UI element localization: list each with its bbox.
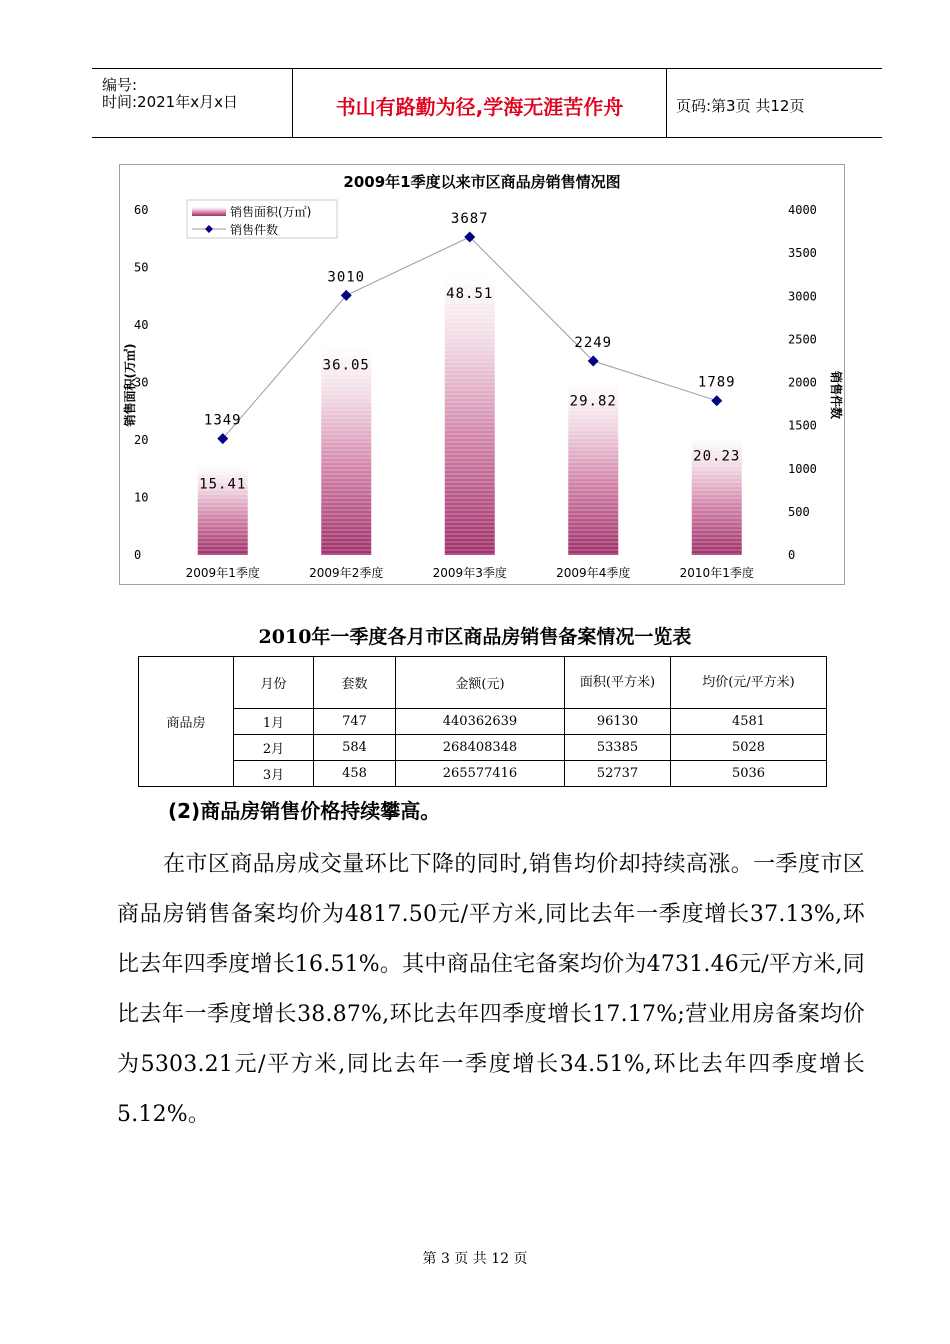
cell-month: 1月 [234,709,314,735]
bar-texture [445,276,495,555]
cell-units: 584 [314,735,396,761]
sales-chart [119,164,845,585]
cell-area: 52737 [565,761,671,787]
page-footer: 第 3 页 共 12 页 [422,1251,528,1267]
table-title: 2010年一季度各月市区商品房销售备案情况一览表 [258,626,692,648]
legend-label-count: 销售件数 [230,223,279,237]
table-row [139,761,827,787]
y2-tick-label: 1500 [788,418,817,433]
cell-month: 3月 [234,761,314,787]
cell-month: 2月 [234,735,314,761]
header-motto-cell [292,69,667,137]
cell-amount: 440362639 [396,709,565,735]
legend-swatch-bar [192,207,226,216]
col-header-price: 均价(元/平方米) [671,657,827,709]
bar-data-label: 15.41 [199,476,247,493]
time-label: 时间:2021年x月x日 [102,93,238,111]
y-tick-label: 40 [134,318,149,332]
x-tick-label: 2009年2季度 [309,566,384,580]
y-tick-label: 0 [134,548,142,562]
y-axis-label: 销售面积(万㎡) [123,343,137,427]
header-page-cell [666,69,882,137]
y-tick-label: 10 [134,490,149,505]
col-header-amount: 金额(元) [396,657,565,709]
cell-amount: 268408348 [396,735,565,761]
row-group-label: 商品房 [139,657,234,787]
table-row [139,709,827,735]
col-header-units: 套数 [314,657,396,709]
x-tick-label: 2009年1季度 [185,566,260,580]
line-data-label: 1789 [697,374,736,391]
y-tick-label: 30 [134,375,149,390]
cell-price: 5036 [671,761,827,787]
y2-tick-label: 2000 [788,375,817,390]
section-paragraph: 在市区商品房成交量环比下降的同时,销售均价却持续高涨。一季度市区商品房销售备案均价为4817.50元/平方米,同比去年一季度增长37.13%,环比去年四季度增长16.51%。其中商品住宅备案均价为4731.46元/平方米,同比去年一季度增长38.87%,环比去年四季度增长17.17%;营业用房备案均价为5303.21元/平方米,同比去年一季度增长34.51%,环比去年四季度增长5.12%。 [117,852,865,1127]
legend-label-area: 销售面积(万㎡) [230,205,312,219]
y-tick-label: 50 [134,260,149,275]
motto-text: 书山有路勤为径,学海无涯苦作舟 [335,95,624,119]
bar-data-label: 29.82 [569,393,617,410]
y2-tick-label: 4000 [788,203,817,217]
col-header-area: 面积(平方米) [565,657,671,709]
code-label: 编号: [102,76,138,94]
table-row [139,735,827,761]
line-data-label: 3687 [450,210,489,227]
cell-units: 458 [314,761,396,787]
y2-tick-label: 500 [788,504,810,519]
bar-data-label: 48.51 [446,286,494,303]
chart-svg [120,165,844,584]
y-tick-label: 20 [134,433,149,447]
page-label: 页码:第3页 共12页 [676,97,805,115]
y-tick-label: 60 [134,203,149,217]
y2-tick-label: 1000 [788,461,817,476]
header-meta-cell [92,69,292,137]
col-header-month: 月份 [234,657,314,709]
cell-amount: 265577416 [396,761,565,787]
bar-data-label: 20.23 [693,448,741,465]
x-tick-label: 2010年1季度 [679,566,754,580]
chart-title: 2009年1季度以来市区商品房销售情况图 [343,173,621,191]
bar-data-label: 36.05 [322,357,370,374]
line-data-label: 2249 [574,335,613,352]
line-data-label: 1349 [203,412,242,429]
table-header-row [139,657,827,709]
x-tick-label: 2009年3季度 [432,566,507,580]
section-heading: (2)商品房销售价格持续攀高。 [168,799,441,823]
y2-axis-label: 销售件数 [829,370,843,420]
cell-units: 747 [314,709,396,735]
line-data-label: 3010 [327,269,366,286]
line-point [711,395,722,406]
cell-area: 53385 [565,735,671,761]
cell-price: 5028 [671,735,827,761]
cell-area: 96130 [565,709,671,735]
page-header [92,68,882,138]
x-tick-label: 2009年4季度 [556,566,631,580]
y2-tick-label: 3000 [788,289,817,304]
sales-table [138,656,827,787]
bar-texture [321,348,371,555]
y2-tick-label: 2500 [788,332,817,347]
cell-price: 4581 [671,709,827,735]
y2-tick-label: 0 [788,548,796,562]
y2-tick-label: 3500 [788,246,817,261]
